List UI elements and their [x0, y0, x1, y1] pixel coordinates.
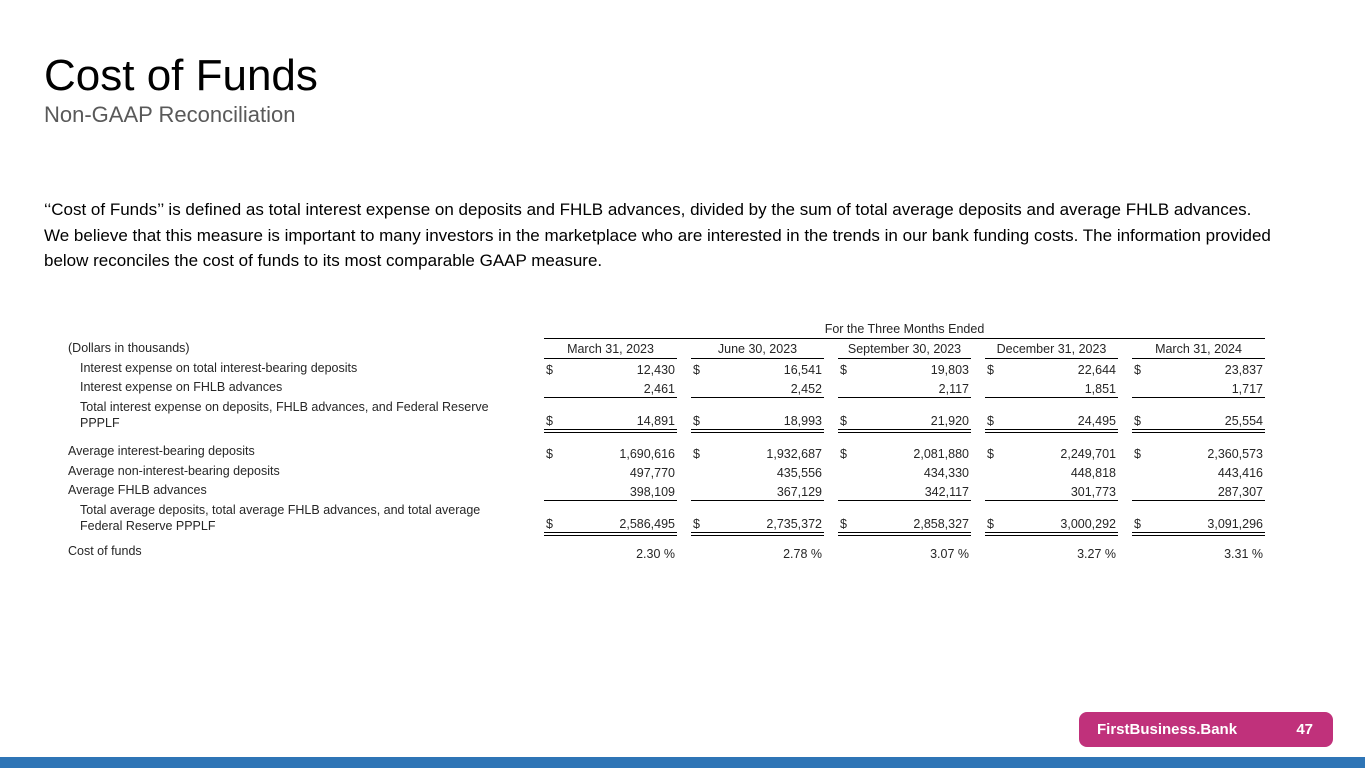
value-cell: [530, 481, 677, 501]
value-cell: [971, 398, 1118, 433]
cell-value: 24,495: [1077, 414, 1116, 429]
dollar-sign: $: [987, 363, 994, 378]
value-cell: [530, 442, 677, 462]
cost-of-funds-table: [66, 322, 1265, 562]
cell-value: 2,461: [643, 381, 675, 396]
row-label: Interest expense on total interest-bearing deposits: [80, 360, 358, 375]
dollar-sign: $: [1134, 414, 1141, 429]
value-cell: [971, 542, 1118, 562]
cell-value: 1,690,616: [619, 446, 675, 461]
dollar-sign: $: [546, 446, 553, 461]
value-cell: [824, 378, 971, 398]
column-header-cell: [1118, 339, 1265, 359]
page-title: Cost of Funds: [44, 51, 318, 101]
cell-value: 3.31 %: [1224, 546, 1263, 561]
cell-value: 2,249,701: [1060, 446, 1116, 461]
value-cell: [971, 378, 1118, 398]
table-row: [66, 542, 1265, 562]
cell-value: 2,081,880: [913, 446, 969, 461]
page-subtitle: Non-GAAP Reconciliation: [44, 102, 296, 127]
value-cell: [677, 501, 824, 536]
value-cell: [971, 501, 1118, 536]
value-cell: [824, 398, 971, 433]
cell-value: 434,330: [923, 466, 969, 481]
row-label: Cost of funds: [68, 544, 142, 559]
table-row: [66, 462, 1265, 482]
cell-value: 443,416: [1217, 466, 1263, 481]
value-cell: [971, 359, 1118, 379]
dollar-sign: $: [1134, 446, 1141, 461]
table-row-total: [66, 398, 1265, 433]
dollar-sign: $: [693, 414, 700, 429]
value-cell: [677, 442, 824, 462]
dollar-sign: $: [546, 414, 553, 429]
value-cell: [971, 442, 1118, 462]
cell-value: 19,803: [930, 363, 969, 378]
cell-value: 1,932,687: [766, 446, 822, 461]
table-row: [66, 378, 1265, 398]
table-group-header-row: [66, 322, 1265, 339]
dollar-sign: $: [1134, 363, 1141, 378]
column-header: March 31, 2024: [1132, 340, 1265, 359]
value-cell: [530, 359, 677, 379]
value-cell: [530, 378, 677, 398]
cell-value: 435,556: [776, 466, 822, 481]
column-header: September 30, 2023: [838, 340, 971, 359]
row-label: Total interest expense on deposits, FHLB advances, and Federal Reserve PPPLF: [80, 399, 489, 430]
cell-value: 3.07 %: [930, 546, 969, 561]
table-row: [66, 481, 1265, 501]
cell-value: 2.78 %: [783, 546, 822, 561]
group-header-cell: [530, 322, 1265, 339]
cell-value: 16,541: [783, 363, 822, 378]
cell-value: 3.27 %: [1077, 546, 1116, 561]
value-cell: [824, 501, 971, 536]
dollar-sign: $: [987, 414, 994, 429]
value-cell: [824, 481, 971, 501]
row-label: Total average deposits, total average FHLB advances, and total average Federal Reserve PPPLF: [80, 503, 481, 533]
cell-value: 342,117: [924, 485, 969, 499]
bottom-accent-bar: [0, 757, 1365, 768]
cell-value: 18,993: [783, 414, 822, 429]
value-cell: [530, 542, 677, 562]
row-label-header: (Dollars in thousands): [68, 341, 190, 355]
column-header: December 31, 2023: [985, 340, 1118, 359]
cell-value: 3,000,292: [1060, 517, 1116, 532]
dollar-sign: $: [693, 446, 700, 461]
value-cell: [1118, 378, 1265, 398]
column-header-cell: [971, 339, 1118, 359]
column-header: June 30, 2023: [691, 340, 824, 359]
cell-value: 2,360,573: [1207, 446, 1263, 461]
row-label: Average non-interest-bearing deposits: [68, 463, 280, 478]
group-header: For the Three Months Ended: [544, 322, 1265, 339]
cell-value: 2,452: [790, 381, 822, 396]
value-cell: [1118, 462, 1265, 482]
dollar-sign: $: [987, 517, 994, 532]
table-row-total: [66, 501, 1265, 536]
cell-value: 2,117: [938, 381, 969, 396]
page-number: 47: [1296, 721, 1313, 738]
value-cell: [1118, 442, 1265, 462]
value-cell: [1118, 481, 1265, 501]
dollar-sign: $: [987, 446, 994, 461]
cell-value: 2,586,495: [619, 517, 675, 532]
value-cell: [530, 462, 677, 482]
column-header-cell: [824, 339, 971, 359]
cell-value: 12,430: [636, 363, 675, 378]
cell-value: 2.30 %: [636, 546, 675, 561]
row-label: Interest expense on FHLB advances: [80, 380, 283, 395]
column-header: March 31, 2023: [544, 340, 677, 359]
spacer-row: [66, 433, 1265, 442]
value-cell: [677, 359, 824, 379]
value-cell: [824, 442, 971, 462]
row-label: Average interest-bearing deposits: [68, 444, 255, 459]
column-header-cell: [677, 339, 824, 359]
dollar-sign: $: [546, 363, 553, 378]
body-paragraph: ‘‘Cost of Funds’’ is defined as total interest expense on deposits and FHLB advances, divided by the sum of total average deposits and average FHLB advances. We believe that this measure is important to many investors in the marketplace who are interested in the trends in our bank funding costs. The information provided below reconciles the cost of funds to its most comparable GAAP measure.: [44, 200, 1271, 270]
cell-value: 22,644: [1077, 363, 1116, 378]
brand-badge: [1079, 712, 1333, 747]
brand-name: FirstBusiness.Bank: [1097, 721, 1238, 738]
value-cell: [824, 462, 971, 482]
value-cell: [677, 481, 824, 501]
value-cell: [677, 542, 824, 562]
dollar-sign: $: [840, 414, 847, 429]
cell-value: 301,773: [1070, 485, 1116, 499]
cell-value: 367,129: [776, 485, 822, 499]
value-cell: [530, 398, 677, 433]
value-cell: [677, 462, 824, 482]
table-row: [66, 359, 1265, 379]
value-cell: [824, 542, 971, 562]
dollar-sign: $: [546, 517, 553, 532]
value-cell: [677, 398, 824, 433]
cell-value: 14,891: [636, 414, 675, 429]
value-cell: [971, 462, 1118, 482]
value-cell: [971, 481, 1118, 501]
cell-value: 25,554: [1224, 414, 1263, 429]
row-label: Average FHLB advances: [68, 483, 207, 498]
cell-value: 497,770: [629, 466, 675, 481]
cell-value: 3,091,296: [1207, 517, 1263, 532]
dollar-sign: $: [1134, 517, 1141, 532]
cell-value: 287,307: [1217, 485, 1263, 499]
cell-value: 448,818: [1070, 466, 1116, 481]
cell-value: 1,717: [1231, 381, 1263, 396]
value-cell: [1118, 501, 1265, 536]
value-cell: [1118, 398, 1265, 433]
value-cell: [677, 378, 824, 398]
value-cell: [530, 501, 677, 536]
dollar-sign: $: [840, 517, 847, 532]
table-column-header-row: [66, 339, 1265, 359]
dollar-sign: $: [840, 446, 847, 461]
dollar-sign: $: [840, 363, 847, 378]
empty-cell: [66, 322, 530, 339]
cell-value: 2,858,327: [913, 517, 969, 532]
column-header-cell: [530, 339, 677, 359]
value-cell: [1118, 359, 1265, 379]
dollar-sign: $: [693, 517, 700, 532]
value-cell: [824, 359, 971, 379]
cell-value: 2,735,372: [766, 517, 822, 532]
cell-value: 23,837: [1224, 363, 1263, 378]
cell-value: 398,109: [629, 485, 675, 499]
value-cell: [1118, 542, 1265, 562]
dollar-sign: $: [693, 363, 700, 378]
cell-value: 1,851: [1084, 381, 1116, 396]
cell-value: 21,920: [930, 414, 969, 429]
table-row: [66, 442, 1265, 462]
